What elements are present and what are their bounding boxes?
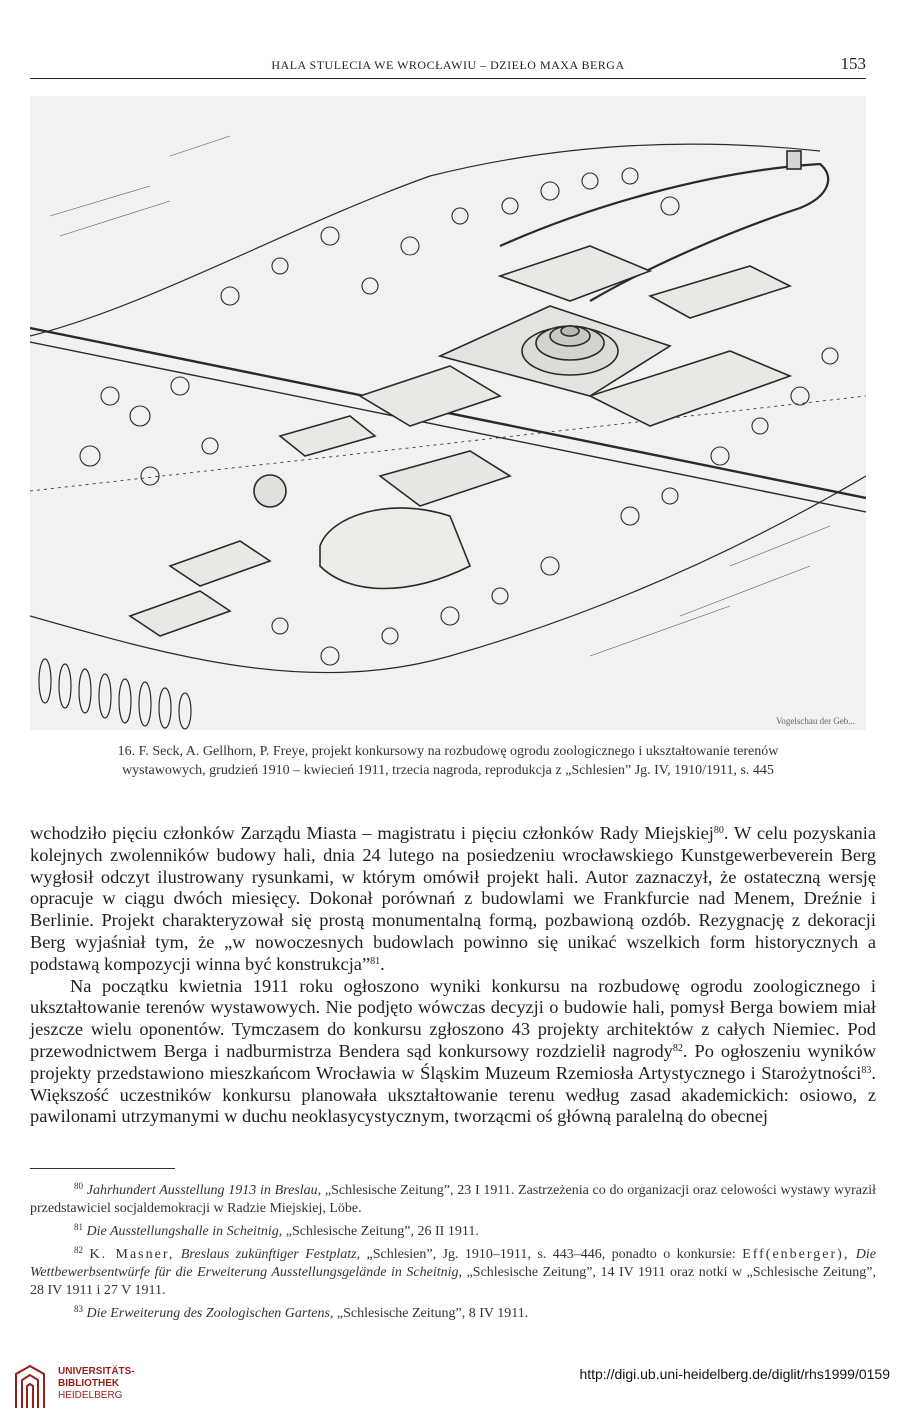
caption-line-2: wystawowych, grudzień 1910 – kwiecień 1911, trzecia nagroda, reprodukcja z „Schlesien” Jg. IV, 1910/1911, s. 445 xyxy=(122,763,774,778)
paragraph-2 xyxy=(30,976,876,1129)
footnote-80-title: Jahrhundert Ausstellung 1913 in Breslau, xyxy=(86,1183,322,1198)
footnote-divider xyxy=(30,1168,175,1169)
figure-caption xyxy=(30,742,866,780)
paragraph-2-text-b: . Po ogłoszeniu wyników projekty przedstawiono mieszkańcom Wrocławia w Śląskim Muzeum Rzemiosła Artystycznego i Starożytności xyxy=(30,1040,876,1083)
footnote-ref-80[interactable]: 80 xyxy=(713,825,724,836)
footnote-81 xyxy=(30,1218,876,1241)
footnote-82-author-2: Eff(enberger), xyxy=(742,1247,850,1262)
footnote-83 xyxy=(30,1300,876,1323)
footnote-81-title: Die Ausstellungshalle in Scheitnig, xyxy=(86,1224,283,1239)
footnote-81-text: „Schlesische Zeitung”, 26 II 1911. xyxy=(282,1224,479,1239)
footnote-83-title: Die Erweiterung des Zoologischen Gartens, xyxy=(86,1306,334,1321)
library-name-line-3: HEIDELBERG xyxy=(58,1390,123,1401)
caption-line-1: 16. F. Seck, A. Gellhorn, P. Freye, projekt konkursowy na rozbudowę ogrodu zoologicznego i ukształtowanie terenów xyxy=(117,744,779,759)
footnote-82-title: Breslaus zukünftiger Festplatz, xyxy=(174,1247,361,1262)
footnote-82-author: K. Masner, xyxy=(89,1247,175,1262)
footnote-ref-83[interactable]: 83 xyxy=(861,1064,872,1076)
page-number: 153 xyxy=(840,54,866,73)
body-text xyxy=(30,823,876,1128)
footnote-82 xyxy=(30,1241,876,1300)
footnote-ref-81[interactable]: 81 xyxy=(370,955,381,967)
footnote-83-text: „Schlesische Zeitung”, 8 IV 1911. xyxy=(333,1306,529,1321)
footnote-80-number: 80 xyxy=(74,1181,83,1191)
paragraph-2-text-a: Na początku kwietnia 1911 roku ogłoszono wyniki konkursu na rozbudowę ogrodu zoologicznego i ukształtowanie terenów wystawowych. Nie podjęto wówczas decyzji o budowie hali, pomysł Berga bowiem miał jeszcze wielu oponentów. Tymczasem do konkursu zgłoszono 43 projekty architektów z całych Niemiec. Pod przewodnictwem Berga i nadburmistrza Bendera sąd konkursowy rozdzielił nagrody xyxy=(30,975,876,1061)
footnote-82-title-2: Die Wettbewerbsentwürfe für die Erweiterung Ausstellungsgelände in Scheitnig, xyxy=(30,1247,877,1280)
drawing-signature: Vogelschau der Geb... xyxy=(776,716,856,726)
footnote-83-number: 83 xyxy=(74,1304,83,1314)
paragraph-1-text-b: . W celu pozyskania kolejnych zwolenników budowy hali, dnia 24 lutego na posiedzeniu wrocławskiego Kunstgewerbeverein Berg wygłosił odczyt ilustrowany rysunkami, w którym omówił projekt hali. Autor zaznaczył, że ostateczną wersję opracuje w ciągu dwóch miesięcy. Dokonał porównań z budowlami we Frankfurcie nad Menem, Dreźnie i Berlinie. Projekt charakteryzował się prostą monumentalną formą, pozbawioną ozdób. Rezygnację z dekoracji Berg wyjaśniał tym, że „w nowoczesnych budowlach powinno się unikać wszelkich form historycznych a podstawą kompozycji winna być konstrukcja” xyxy=(30,823,876,974)
exhibition-grounds-drawing xyxy=(30,96,866,730)
footnote-80 xyxy=(30,1177,876,1218)
library-name-line-1: UNIVERSITÄTS- xyxy=(58,1366,135,1377)
source-url-link[interactable]: http://digi.ub.uni-heidelberg.de/diglit/rhs1999/0159 xyxy=(579,1366,890,1382)
running-head xyxy=(30,54,866,79)
library-emblem-icon xyxy=(10,1364,50,1412)
footnote-82-number: 82 xyxy=(74,1245,83,1255)
library-name-line-2: BIBLIOTHEK xyxy=(58,1378,120,1389)
library-logo[interactable] xyxy=(10,1364,160,1414)
paragraph-1 xyxy=(30,823,876,976)
aerial-sketch xyxy=(30,96,866,730)
paragraph-1-text-a: wchodziło pięciu członków Zarządu Miasta – magistratu i pięciu członków Rady Miejskiej xyxy=(30,823,714,843)
footnote-80-text: „Schlesische Zeitung”, 23 I 1911. Zastrzeżenia co do organizacji oraz celowości wystawy wyraził przedstawiciel socjaldemokracji w Radzie Miejskiej, Löbe. xyxy=(30,1183,876,1216)
footnotes xyxy=(30,1177,876,1323)
footnote-82-text-a: „Schlesien”, Jg. 1910–1911, s. 443–446, ponadto o konkursie: xyxy=(360,1247,743,1262)
paragraph-1-text-c: . xyxy=(380,953,385,974)
footnote-82-text-b: „Schlesische Zeitung”, 14 IV 1911 oraz notki w „Schlesische Zeitung”, 28 IV 1911 i 27 V 1911. xyxy=(30,1265,876,1298)
running-title: HALA STULECIA WE WROCŁAWIU – DZIEŁO MAXA BERGA xyxy=(271,58,625,72)
paragraph-2-text-c: . Większość uczestników konkursu planowała ukształtowanie terenu według zasad akademickich: osiowo, z pawilonami utrzymanymi w duchu neoklasycystycznym, tworzącmi oś główną paralelną do obecnej xyxy=(30,1062,876,1127)
footnote-ref-82[interactable]: 82 xyxy=(672,1042,683,1054)
footnote-81-number: 81 xyxy=(74,1222,83,1232)
library-name xyxy=(58,1366,135,1402)
